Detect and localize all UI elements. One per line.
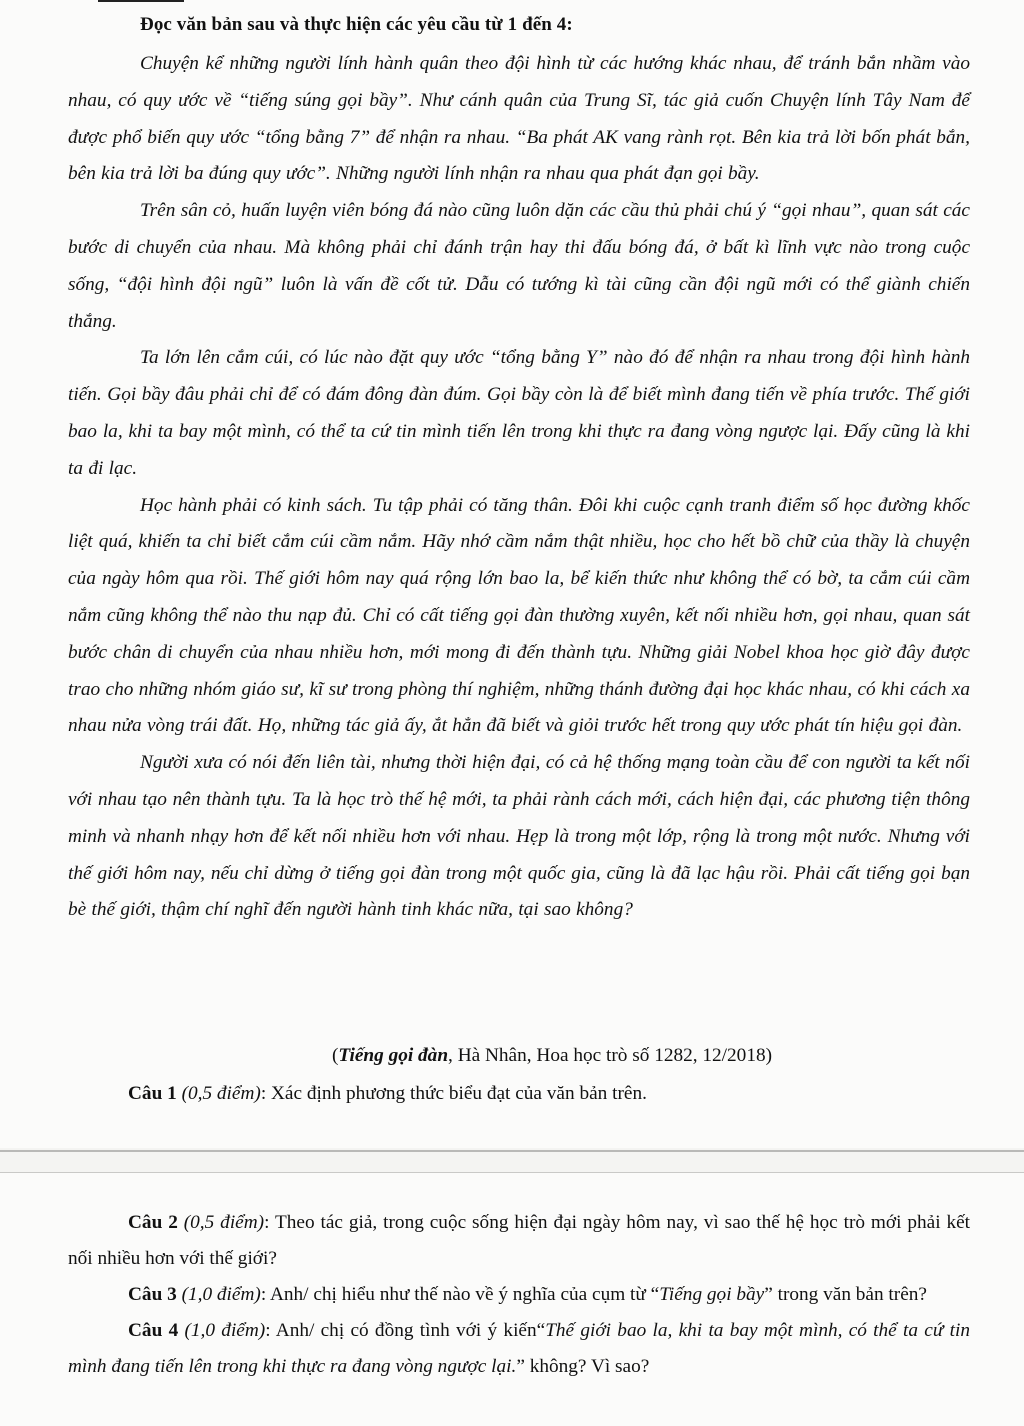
- question-1: [128, 1083, 647, 1105]
- question-text: : Anh/ chị hiểu như thế nào về ý nghĩa của cụm từ “: [260, 1284, 660, 1305]
- question-text-end: ” trong văn bản trên?: [764, 1284, 927, 1305]
- question-number: Câu 3: [128, 1284, 177, 1305]
- question-text-end: ” không? Vì sao?: [516, 1356, 650, 1377]
- source-open: (: [332, 1045, 339, 1066]
- question-number: Câu 1: [128, 1083, 177, 1104]
- top-rule: [98, 0, 184, 2]
- question-points: (0,5 điểm): [183, 1212, 265, 1233]
- source-title: Tiếng gọi đàn: [338, 1045, 449, 1066]
- passage-paragraph: Trên sân cỏ, huấn luyện viên bóng đá nào cũng luôn dặn các cầu thủ phải chú ý “gọi nhau”, quan sát các bước di chuyển của nhau. Mà không phải chỉ đánh trận hay thi đấu bóng đá, ở bất kì lĩnh vực nào trong cuộc sống, “đội hình đội ngũ” luôn là vấn đề cốt tử. Dẫu có tướng kì tài cũng cần đội ngũ mới có thể giành chiến thắng.: [68, 200, 970, 332]
- question-number: Câu 2: [128, 1212, 178, 1233]
- question-4: [68, 1313, 970, 1385]
- passage-paragraph: Chuyện kể những người lính hành quân theo đội hình từ các hướng khác nhau, để tránh bắn nhầm vào nhau, có quy ước về “tiếng súng gọi bầy”. Như cánh quân của Trung Sĩ, tác giả cuốn Chuyện lính Tây Nam để được phổ biến quy ước “tổng bằng 7” để nhận ra nhau. “Ba phát AK vang rành rọt. Bên kia trả lời bốn phát bắn, bên kia trả lời ba đúng quy ước”. Những người lính nhận ra nhau qua phát đạn gọi bầy.: [68, 53, 970, 185]
- question-text: : Xác định phương thức biểu đạt của văn bản trên.: [260, 1083, 647, 1104]
- question-3: [68, 1277, 970, 1313]
- source-rest: , Hà Nhân, Hoa học trò số 1282, 12/2018): [448, 1045, 773, 1066]
- question-quote: Tiếng gọi bầy: [659, 1284, 765, 1305]
- question-quote: Thế giới bao la, khi ta bay một mình, có thể ta cứ tin mình đang tiến lên trong khi thực ra đang vòng ngược lại.: [68, 1320, 970, 1377]
- question-number: Câu 4: [128, 1320, 179, 1341]
- question-points: (1,0 điểm): [184, 1320, 266, 1341]
- passage-paragraph: Người xưa có nói đến liên tài, nhưng thời hiện đại, có cả hệ thống mạng toàn cầu để con người ta kết nối với nhau tạo nên thành tựu. Ta là học trò thế hệ mới, ta phải rành cách mới, cách hiện đại, các phương tiện thông minh và nhanh nhạy hơn để kết nối nhiều hơn với nhau. Hẹp là trong một lớp, rộng là trong một nước. Nhưng với thế giới hôm nay, nếu chỉ dừng ở tiếng gọi đàn trong một quốc gia, cũng là đã lạc hậu rồi. Phải cất tiếng gọi bạn bè thế giới, thậm chí nghĩ đến người hành tinh khác nữa, tại sao không?: [68, 752, 970, 921]
- reading-passage: [68, 46, 970, 929]
- question-text: : Anh/ chị có đồng tình với ý kiến“: [265, 1320, 546, 1341]
- passage-paragraph: Học hành phải có kinh sách. Tu tập phải có tăng thân. Đôi khi cuộc cạnh tranh điểm số học đường khốc liệt quá, khiến ta chỉ biết cắm cúi cầm nắm. Hãy nhớ cầm nắm thật nhiều, học cho hết bồ chữ của thầy là chuyện của ngày hôm qua rồi. Thế giới hôm nay quá rộng lớn bao la, bể kiến thức như không thể có bờ, ta cắm cúi cầm nắm cũng không thể nào thu nạp đủ. Chỉ có cất tiếng gọi đàn thường xuyên, kết nối nhiều hơn, gọi nhau, quan sát bước chân di chuyển của nhau nhiều hơn, mới mong đi đến thành tựu. Những giải Nobel khoa học giờ đây được trao cho những nhóm giáo sư, kĩ sư trong phòng thí nghiệm, những thánh đường đại học khác nhau, có khi cách xa nhau nửa vòng trái đất. Họ, những tác giả ấy, ắt hẳn đã biết và giỏi trước hết trong quy ước phát tín hiệu gọi đàn.: [68, 494, 970, 737]
- page-divider: [0, 1150, 1024, 1152]
- question-points: (1,0 điểm): [181, 1284, 261, 1305]
- passage-paragraph: Ta lớn lên cắm cúi, có lúc nào đặt quy ước “tổng bằng Y” nào đó để nhận ra nhau trong đội hình hành tiến. Gọi bầy đâu phải chỉ để có đám đông đàn đúm. Gọi bầy còn là để biết mình đang tiến về phía trước. Thế giới bao la, khi ta bay một mình, có thể ta cứ tin mình tiến lên trong khi thực ra đang vòng ngược lại. Đấy cũng là khi ta đi lạc.: [68, 347, 970, 479]
- questions-section: [68, 1205, 970, 1385]
- instruction-heading: Đọc văn bản sau và thực hiện các yêu cầu từ 1 đến 4:: [140, 14, 573, 35]
- question-text: : Theo tác giả, trong cuộc sống hiện đại ngày hôm nay, vì sao thế hệ học trò mới phải kết nối nhiều hơn với thế giới?: [68, 1212, 971, 1269]
- question-2: [68, 1205, 970, 1277]
- passage-source: [332, 1045, 772, 1067]
- question-points: (0,5 điểm): [181, 1083, 261, 1104]
